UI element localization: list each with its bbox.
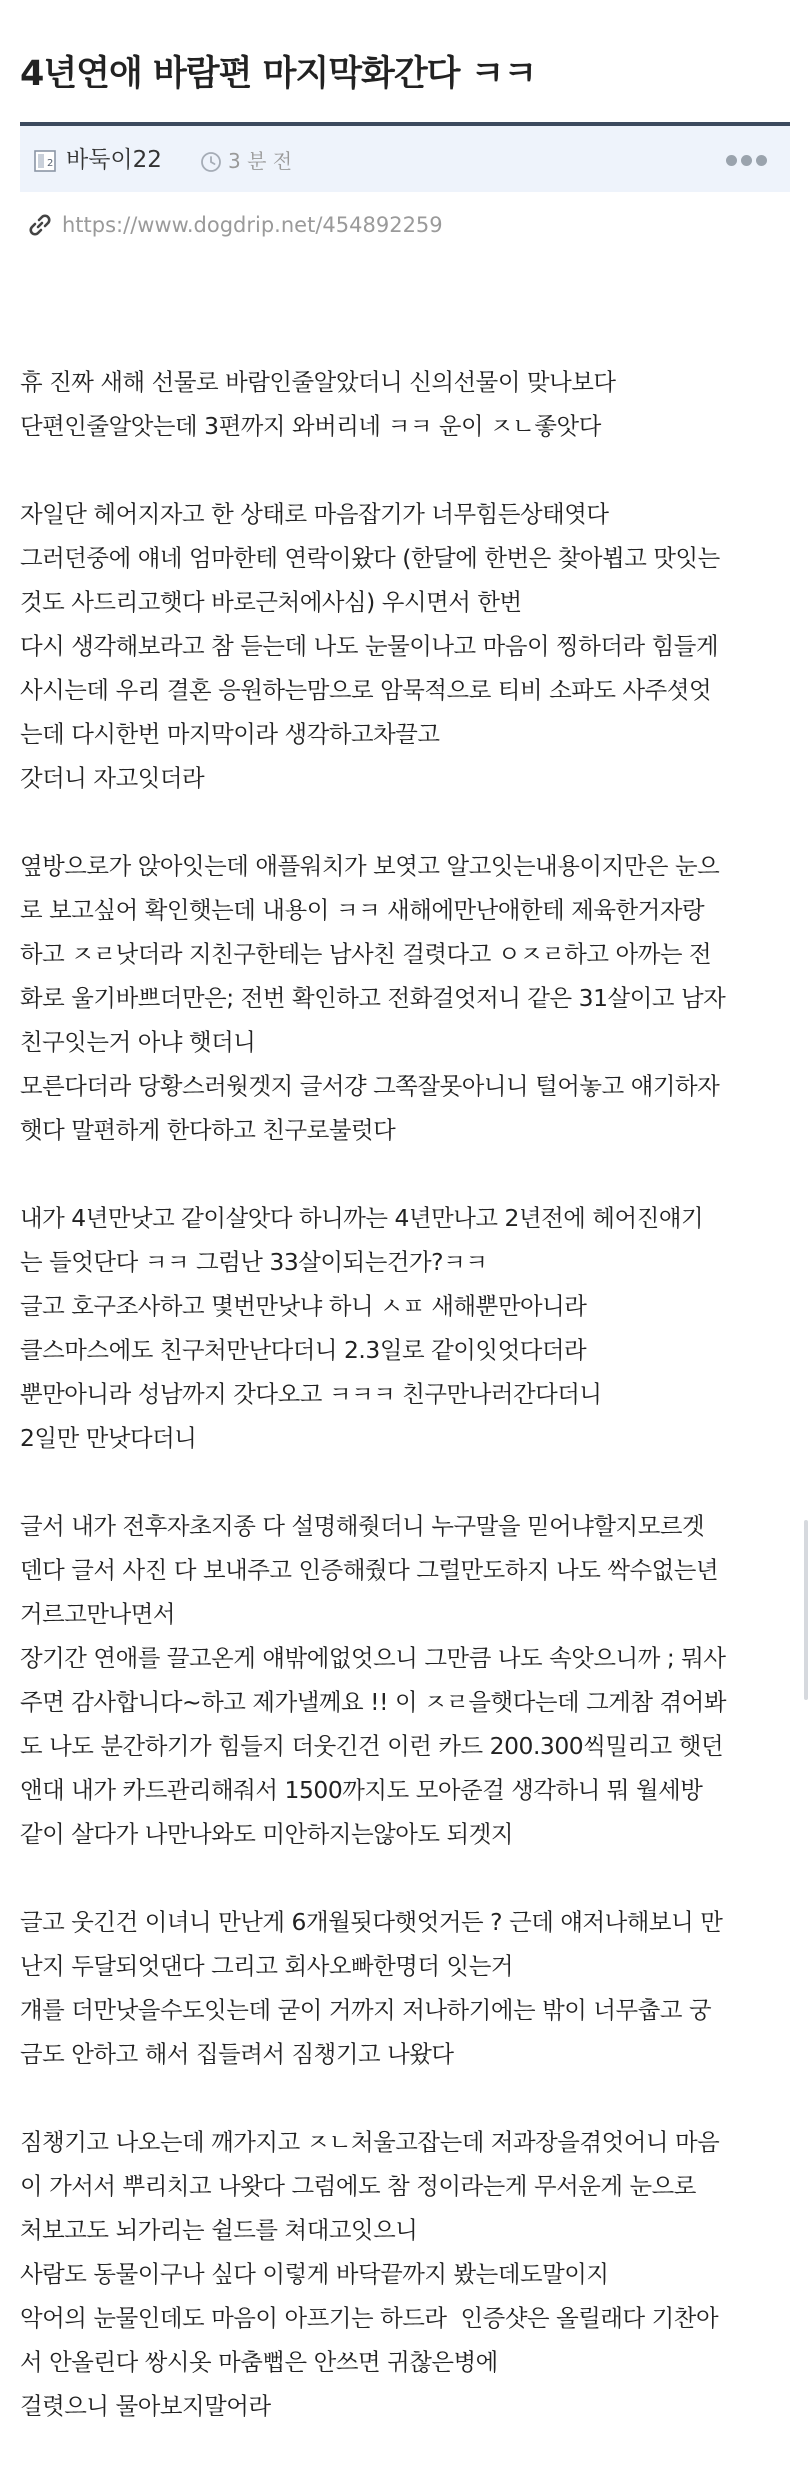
body-text-line: 덴다 글서 사진 다 보내주고 인증해줬다 그럴만도하지 나도 싹수없는년 [20,1556,719,1584]
body-text-line: 글고 웃긴건 이녀니 만난게 6개월됫다햇엇거든 ? 근데 얘저나해보니 만 [20,1908,723,1936]
body-text-line: 다시 생각해보라고 참 듣는데 나도 눈물이나고 마음이 찡하더라 힘들게 [20,632,719,660]
body-text-line: 악어의 눈물인데도 마음이 아프기는 하드라 인증샷은 올릴래다 기찬아 [20,2304,719,2332]
body-text-line: 사람도 동물이구나 싶다 이렇게 바닥끝까지 봤는데도말이지 [20,2260,609,2288]
clock-icon [200,151,222,173]
body-text-line: 사시는데 우리 결혼 응원하는맘으로 암묵적으로 티비 소파도 사주셧엇 [20,676,712,704]
body-text-line: 친구잇는거 아냐 햇더니 [20,1028,256,1056]
post-url-link[interactable]: https://www.dogdrip.net/454892259 [62,213,443,237]
paragraph-spacer [20,1152,790,1196]
body-text-line: 거르고만나면서 [20,1600,176,1628]
body-text-line: 화로 울기바쁘더만은; 전번 확인하고 전화걸엇저니 같은 31살이고 남자 [20,984,726,1012]
paragraph-spacer [20,2076,790,2120]
body-text-line: 뿐만아니라 성남까지 갓다오고 ㅋㅋㅋ 친구만나러간다더니 [20,1380,602,1408]
body-text-line: 클스마스에도 친구처만난다더니 2.3일로 같이잇엇다더라 [20,1336,587,1364]
body-text-line: 도 나도 분간하기가 힘들지 더웃긴건 이런 카드 200.300씩밀리고 햇던 [20,1732,724,1760]
body-text-line: 걸렷으니 물아보지말어라 [20,2392,271,2420]
more-dots-icon[interactable] [726,152,768,168]
body-text-line: 같이 살다가 나만나와도 미안하지는않아도 되겟지 [20,1820,513,1848]
body-text-line: 난지 두달되엇댄다 그리고 회사오빠한명더 잇는거 [20,1952,513,1980]
body-text-line: 처보고도 뇌가리는 쉴드를 쳐대고잇으니 [20,2216,418,2244]
body-text-line: 모른다더라 당황스러웟겟지 글서걍 그쪽잘못아니니 털어놓고 얘기하자 [20,1072,720,1100]
body-text-line: 햇다 말편하게 한다하고 친구로불럿다 [20,1116,396,1144]
user-level-icon [34,150,56,172]
post-time: 3 분 전 [228,149,293,173]
paragraph-spacer [20,1460,790,1504]
body-text-line: 로 보고싶어 확인햇는데 내용이 ㅋㅋ 새해에만난애한테 제육한거자랑 [20,896,705,924]
body-text-line: 앤대 내가 카드관리해줘서 1500까지도 모아준걸 생각하니 뭐 월세방 [20,1776,703,1804]
body-text-line: 자일단 헤어지자고 한 상태로 마음잡기가 너무힘든상태엿다 [20,500,609,528]
body-text-line: 그러던중에 얘네 엄마한테 연락이왔다 (한달에 한번은 찾아뵙고 맛잇는 [20,544,720,572]
body-text-line: 주면 감사합니다~하고 제가낼께요 !! 이 ㅈㄹ을햇다는데 그게참 겪어봐 [20,1688,726,1716]
menu-dot [741,155,752,166]
body-text-line: 갓더니 자고잇더라 [20,764,205,792]
body-text-line: 장기간 연애를 끌고온게 얘밖에없엇으니 그만큼 나도 속앗으니까 ; 뭐사 [20,1644,726,1672]
body-text-line: 서 안올린다 쌍시옷 마춤뻡은 안쓰면 귀찮은병에 [20,2348,498,2376]
paragraph-spacer [20,800,790,844]
body-text-line: 휴 진짜 새해 선물로 바람인줄알았더니 신의선물이 맞나보다 [20,368,616,396]
body-text-line: 내가 4년만낫고 같이살앗다 하니까는 4년만나고 2년전에 헤어진얘기 [20,1204,704,1232]
body-text-line: 2일만 만낫다더니 [20,1424,197,1452]
body-text-line: 단편인줄알앗는데 3편까지 와버리네 ㅋㅋ 운이 ㅈㄴ좋앗다 [20,412,601,440]
svg-text:2: 2 [47,158,54,169]
body-text-line: 걔를 더만낫을수도잇는데 굳이 거까지 저나하기에는 밖이 너무춥고 궁 [20,1996,712,2024]
post-body [20,360,790,2428]
menu-dot [726,155,737,166]
paragraph-spacer [20,448,790,492]
link-icon [26,211,54,239]
body-text-line: 는데 다시한번 마지막이라 생각하고차끌고 [20,720,440,748]
body-text-line: 것도 사드리고햇다 바로근처에사심) 우시면서 한번 [20,588,522,616]
body-text-line: 는 들엇단다 ㅋㅋ 그럼난 33살이되는건가?ㅋㅋ [20,1248,488,1276]
body-text-line: 옆방으로가 앉아잇는데 애플워치가 보엿고 알고잇는내용이지만은 눈으 [20,852,720,880]
scrollbar-thumb[interactable] [804,1520,808,1700]
author-name[interactable]: 바둑이22 [66,147,162,173]
body-text-line: 글고 호구조사하고 몇번만낫냐 하니 ㅅㅍ 새해뿐만아니라 [20,1292,587,1320]
menu-dot [756,155,767,166]
post-meta-bar [20,122,790,192]
body-text-line: 짐챙기고 나오는데 깨가지고 ㅈㄴ처울고잡는데 저과장을겪엇어니 마음 [20,2128,720,2156]
post-title: 4년연애 바람편 마지막화간다 ㅋㅋ [20,54,537,94]
body-text-line: 금도 안하고 해서 집들려서 짐챙기고 나왔다 [20,2040,454,2068]
body-text-line: 글서 내가 전후자초지종 다 설명해줫더니 누구말을 믿어냐할지모르겟 [20,1512,705,1540]
paragraph-spacer [20,1856,790,1900]
body-text-line: 이 가서서 뿌리치고 나왓다 그럼에도 참 정이라는게 무서운게 눈으로 [20,2172,696,2200]
body-text-line: 하고 ㅈㄹ낫더라 지친구한테는 남사친 걸렷다고 ㅇㅈㄹ하고 아까는 전 [20,940,712,968]
